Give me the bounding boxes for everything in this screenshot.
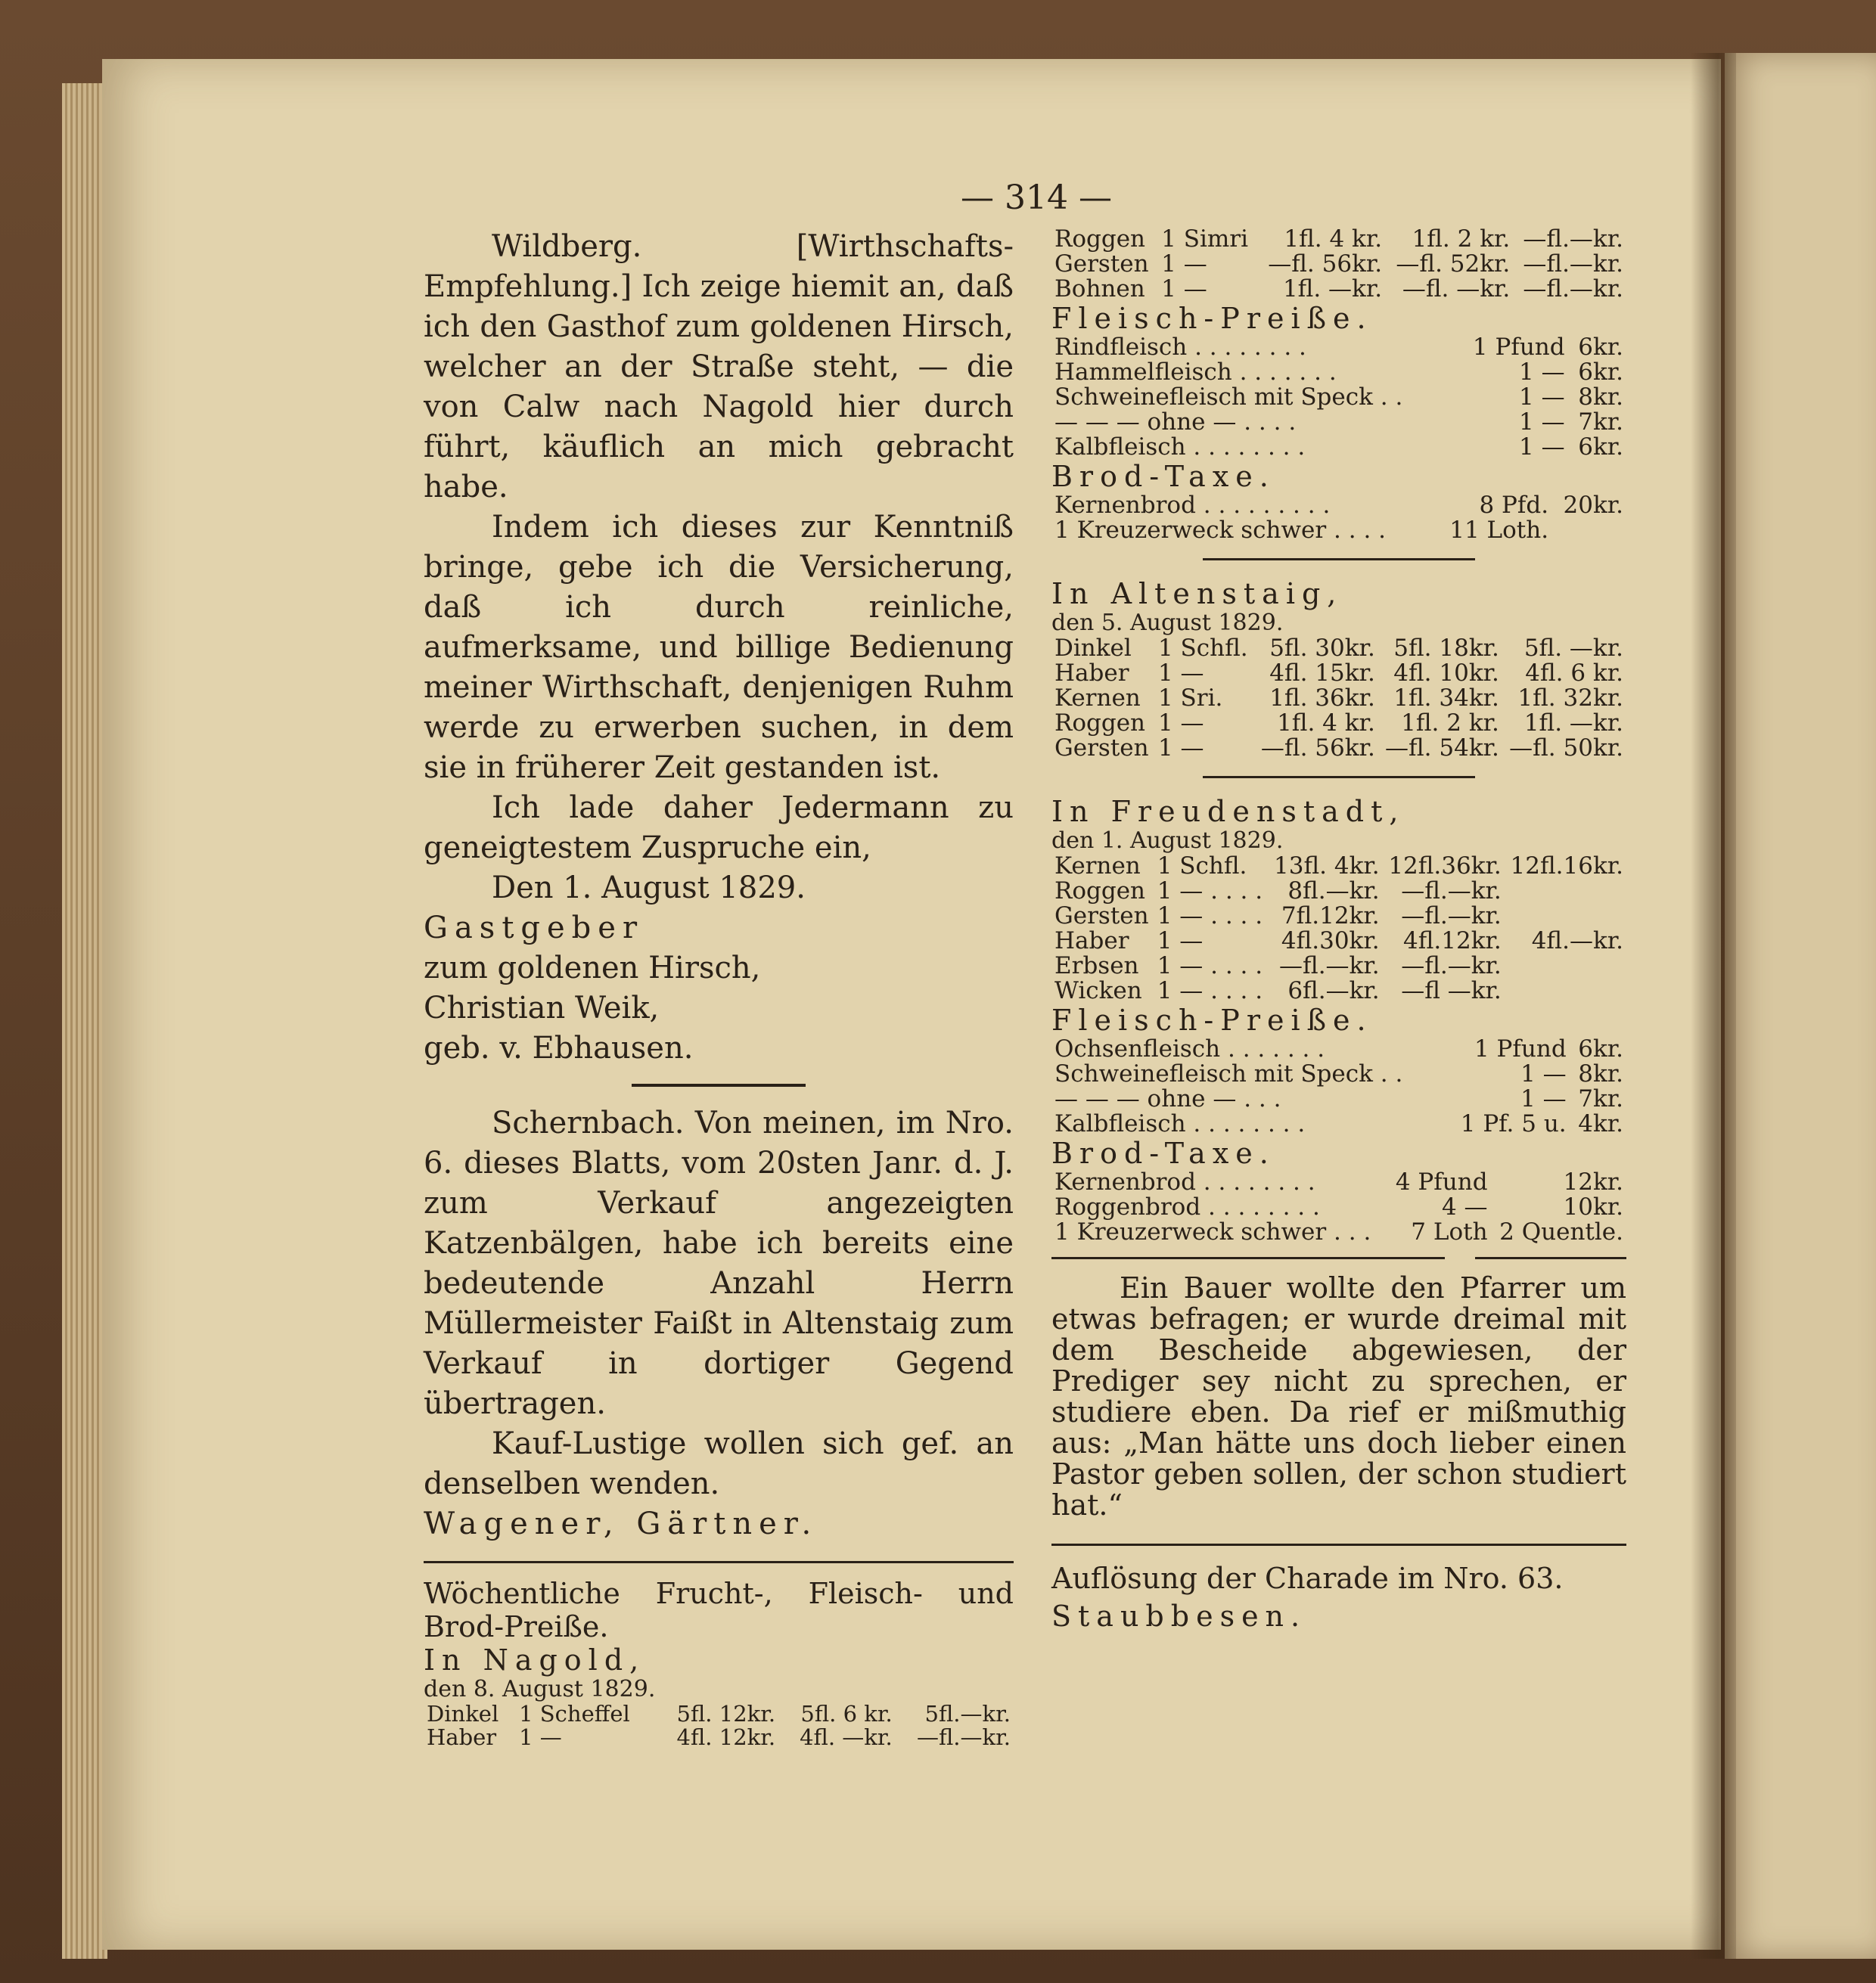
table-row [1051,711,1626,736]
table-cell: 1 Pfund [1472,334,1565,361]
charade-title: Auflösung der Charade im Nro. 63. [1051,1562,1564,1595]
brod-table-1 [1051,493,1626,543]
table-cell: —fl.—kr. [1401,902,1502,929]
table-cell: Roggen [1054,877,1146,905]
fleisch-title-1: Fleisch-Preiße. [1051,302,1373,335]
table-row [1051,1112,1626,1137]
rule-segment [1475,1257,1626,1259]
table-cell: —fl. 54kr. [1385,734,1499,762]
table-cell: 4fl. 10kr. [1393,659,1499,687]
table-cell: 1fl. 32kr. [1517,684,1623,712]
schernbach-para2: Kauf-Lustige wollen sich gef. an denselben wenden. [424,1426,1014,1501]
table-row [1051,904,1626,929]
table-cell: 1 — [1161,250,1207,278]
nagold-table-part1 [424,1702,1014,1749]
table-cell: 5fl.—kr. [924,1701,1011,1727]
table-cell: — — — ohne — . . . . [1054,408,1297,436]
table-cell: Gersten [1054,902,1149,929]
table-cell: Bohnen [1054,275,1145,303]
page-edges [62,83,107,1959]
table-cell: Kernen [1054,684,1141,712]
table-cell: Roggen [1054,225,1146,253]
table-cell: Rindfleisch . . . . . . . . [1054,334,1306,361]
table-cell: Haber [1054,927,1129,954]
table-row [1051,518,1626,543]
wildberg-sig-4: geb. v. Ebhausen. [424,1031,694,1066]
table-cell [1551,518,1626,543]
table-cell: 1 — . . . . [1157,952,1263,979]
freudenstadt-date: den 1. August 1829. [1051,827,1284,854]
divider [632,1084,806,1087]
table-cell: 7fl.12kr. [1281,902,1380,929]
divider [1203,558,1475,560]
wildberg-date: Den 1. August 1829. [492,870,806,905]
brod-title-2: Brod-Taxe. [1051,1137,1275,1170]
table-row [1051,410,1626,435]
table-row [1051,1170,1626,1195]
wildberg-sig-3: Christian Weik, [424,991,660,1026]
table-row [1051,252,1626,277]
table-cell: Kalbfleisch . . . . . . . . [1054,1110,1306,1137]
table-cell: —fl. 50kr. [1509,734,1623,762]
table-cell: 1fl. 2 kr. [1412,225,1511,253]
table-row [1051,1195,1626,1220]
rule-segment [1051,1257,1445,1259]
table-cell: 1 — [1519,408,1565,436]
table-cell: 1 — [519,1724,562,1750]
table-cell: 13fl. 4kr. [1274,852,1380,880]
table-cell: 4fl. 6 kr. [1525,659,1623,687]
table-cell: 11 Loth. [1449,517,1549,544]
table-row [1051,1087,1626,1112]
table-cell: —fl.—kr. [1523,250,1623,278]
table-cell: 1 — [1519,383,1565,411]
table-cell: 1 Schfl. [1157,635,1248,662]
table-cell: 1 Pfund [1474,1035,1567,1063]
table-cell: 6kr. [1578,433,1623,461]
divider [1203,776,1475,778]
divider [1051,1257,1626,1259]
table-cell: —fl. 52kr. [1396,250,1511,278]
table-cell: 12fl.16kr. [1510,852,1623,880]
table-cell: Roggen [1054,709,1146,737]
freudenstadt-title: In Freudenstadt, [1051,795,1405,828]
table-cell: 4 — [1441,1193,1488,1221]
table-cell: —fl. 56kr. [1268,250,1383,278]
table-cell: 5fl. —kr. [1523,635,1623,662]
table-cell: 7 Loth [1411,1218,1488,1246]
table-cell: Haber [427,1724,497,1750]
table-cell: 4fl. 15kr. [1269,659,1375,687]
table-cell: 6kr. [1578,334,1623,361]
table-row [1051,686,1626,711]
table-cell: Kalbfleisch . . . . . . . . [1054,433,1306,461]
table-cell: 4fl.30kr. [1281,927,1380,954]
table-cell: 1 Simri [1161,225,1249,253]
table-cell: —fl.—kr. [1523,225,1623,253]
table-cell: Wicken [1054,977,1142,1004]
brod-title-1: Brod-Taxe. [1051,460,1275,493]
table-row [1051,1220,1626,1245]
table-row [1051,736,1626,761]
fleisch-table-1 [1051,335,1626,460]
table-cell: 2 Quentle. [1499,1218,1623,1246]
table-cell: —fl.—kr. [916,1724,1011,1750]
altenstaig-date: den 5. August 1829. [1051,610,1284,636]
table-cell: 1 — [1157,659,1204,687]
table-cell: 1 — [1519,433,1565,461]
right-column [1051,227,1626,1635]
table-cell: 4fl. 12kr. [676,1724,776,1750]
table-cell: 1 Sri. [1157,684,1223,712]
table-cell: Dinkel [1054,635,1132,662]
table-cell: 1 — [1157,709,1204,737]
page-number: — 314 — [961,178,1112,217]
table-cell: 1fl. 4 kr. [1277,709,1375,737]
table-cell: 1fl. 4 kr. [1284,225,1383,253]
table-row [424,1726,1014,1749]
altenstaig-title: In Altenstaig, [1051,577,1343,610]
schernbach-sig: Wagener, Gärtner. [424,1507,818,1541]
table-cell: Gersten [1054,250,1149,278]
table-cell: —fl.—kr. [1401,952,1502,979]
book-gutter [1691,53,1736,1959]
table-row [424,1702,1014,1726]
table-cell: Schweinefleisch mit Speck . . [1054,1060,1403,1088]
table-cell: —fl.—kr. [1523,275,1623,303]
prices-title: Wöchentliche Frucht-, Fleisch- und Brod-Preiße. [424,1577,1014,1643]
table-cell: —fl —kr. [1401,977,1502,1004]
table-cell: 10kr. [1563,1193,1623,1221]
table-cell [1505,954,1626,979]
table-row [1051,854,1626,879]
table-cell: 1fl. —kr. [1282,275,1383,303]
table-cell: 5fl. 12kr. [676,1701,776,1727]
table-cell: 5fl. 18kr. [1393,635,1499,662]
left-column [424,227,1014,1749]
table-row [1051,435,1626,460]
divider [1051,1544,1626,1546]
table-cell: 12fl.36kr. [1388,852,1502,880]
divider [424,1561,1014,1563]
charade-answer: Staubbesen. [1051,1600,1307,1633]
table-row [1051,335,1626,360]
table-cell [1505,904,1626,929]
anecdote: Ein Bauer wollte den Pfarrer um etwas befragen; er wurde dreimal mit dem Bescheide abgewiesen, der Prediger sey nicht zu sprechen, er studiere eben. Da rief er mißmuthig aus: „Man hätte uns doch lieber einen Pastor geben sollen, der schon studiert hat.“ [1051,1271,1626,1522]
table-row [1051,493,1626,518]
table-cell: 1 Kreuzerweck schwer . . . . [1054,517,1387,544]
table-cell: 4fl.—kr. [1531,927,1623,954]
table-row [1051,879,1626,904]
wildberg-sig-1: Gastgeber [424,911,644,945]
table-row [1051,636,1626,661]
table-cell: 12kr. [1563,1168,1623,1196]
table-cell: —fl.—kr. [1279,952,1380,979]
table-row [1051,954,1626,979]
schernbach-notice: Schernbach. Von meinen, im Nro. 6. dieses Blatts, vom 20sten Janr. d. J. zum Verkauf angezeigten Katzenbälgen, habe ich bereits eine bedeutende Anzahl Herrn Müllermeister Faißt in Altenstaig zum Verkauf in dortiger Gegend übertragen. [424,1106,1014,1421]
table-row [1051,227,1626,252]
brod-table-2 [1051,1170,1626,1245]
table-cell: —fl.—kr. [1401,877,1502,905]
table-cell: 1fl. 34kr. [1393,684,1499,712]
fleisch-title-2: Fleisch-Preiße. [1051,1004,1373,1037]
table-cell: Erbsen [1054,952,1139,979]
table-cell: 1 Scheffel [519,1701,630,1727]
table-row [1051,929,1626,954]
table-cell: 5fl. 30kr. [1269,635,1375,662]
table-row [1051,1062,1626,1087]
table-cell: 8kr. [1578,1060,1623,1088]
table-cell: 1 — [1157,927,1204,954]
table-cell: —fl. 56kr. [1260,734,1375,762]
table-row [1051,979,1626,1004]
table-cell: 20kr. [1563,492,1623,519]
table-cell: 1 Kreuzerweck schwer . . . [1054,1218,1371,1246]
altenstaig-table [1051,636,1626,761]
table-cell: 4kr. [1578,1110,1623,1137]
table-cell: 1 Schfl. [1157,852,1247,880]
wildberg-para3: Ich lade daher Jedermann zu geneigtestem Zuspruche ein, [424,790,1014,865]
table-cell: 8fl.—kr. [1287,877,1380,905]
wildberg-notice: Wildberg. [Wirthschafts-Empfehlung.] Ich zeige hiemit an, daß ich den Gasthof zum goldenen Hirsch, welcher an der Straße steht, — die von Calw nach Nagold hier durch führt, käuflich an mich gebracht habe. [424,229,1014,504]
table-row [1051,1037,1626,1062]
table-cell: 1 Pf. 5 u. [1460,1110,1567,1137]
table-row [1051,360,1626,385]
table-cell: 8 Pfd. [1479,492,1549,519]
table-cell: Kernenbrod . . . . . . . . . [1054,492,1331,519]
table-cell: 1 — [1519,358,1565,386]
table-cell: 1 — . . . . [1157,902,1263,929]
table-cell: Kernen [1054,852,1141,880]
table-cell: 6kr. [1578,1035,1623,1063]
facing-page-edge [1725,53,1876,1959]
table-row [1051,277,1626,302]
nagold-title: In Nagold, [424,1643,646,1677]
table-cell [1505,879,1626,904]
table-cell: 7kr. [1578,408,1623,436]
table-cell: Dinkel [427,1701,499,1727]
table-cell: Haber [1054,659,1129,687]
table-cell: Schweinefleisch mit Speck . . [1054,383,1403,411]
wildberg-para2: Indem ich dieses zur Kenntniß bringe, gebe ich die Versicherung, daß ich durch reinliche, aufmerksame, und billige Bedienung meiner Wirthschaft, denjenigen Ruhm werde zu erwerben suchen, in dem sie in früherer Zeit gestanden ist. [424,510,1014,785]
table-cell: —fl. —kr. [1402,275,1511,303]
table-cell: 6fl.—kr. [1287,977,1380,1004]
table-cell: 1 — [1520,1060,1567,1088]
table-cell: 1fl. 2 kr. [1401,709,1499,737]
nagold-table-part2 [1051,227,1626,302]
table-cell: 1 — [1161,275,1207,303]
table-cell: 1 — [1520,1085,1567,1113]
table-cell: Roggenbrod . . . . . . . . [1054,1193,1320,1221]
table-cell: 1 — . . . . [1157,977,1263,1004]
table-cell: Kernenbrod . . . . . . . . [1054,1168,1315,1196]
table-cell: 4 Pfund [1395,1168,1488,1196]
table-cell: 8kr. [1578,383,1623,411]
table-cell: 7kr. [1578,1085,1623,1113]
table-row [1051,385,1626,410]
table-cell: 4fl. —kr. [800,1724,893,1750]
nagold-date: den 8. August 1829. [424,1676,656,1702]
table-cell: 1fl. —kr. [1523,709,1623,737]
table-cell: Hammelfleisch . . . . . . . [1054,358,1337,386]
table-cell: — — — ohne — . . . [1054,1085,1281,1113]
table-cell: 1 — . . . . [1157,877,1263,905]
table-cell: 5fl. 6 kr. [800,1701,893,1727]
table-cell: Gersten [1054,734,1149,762]
table-cell [1505,979,1626,1004]
table-cell: 1fl. 36kr. [1269,684,1375,712]
wildberg-sig-2: zum goldenen Hirsch, [424,951,761,985]
table-cell: 4fl.12kr. [1403,927,1502,954]
table-cell: Ochsenfleisch . . . . . . . [1054,1035,1325,1063]
fleisch-table-2 [1051,1037,1626,1137]
freudenstadt-table [1051,854,1626,1004]
table-row [1051,661,1626,686]
table-cell: 6kr. [1578,358,1623,386]
table-cell: 1 — [1157,734,1204,762]
